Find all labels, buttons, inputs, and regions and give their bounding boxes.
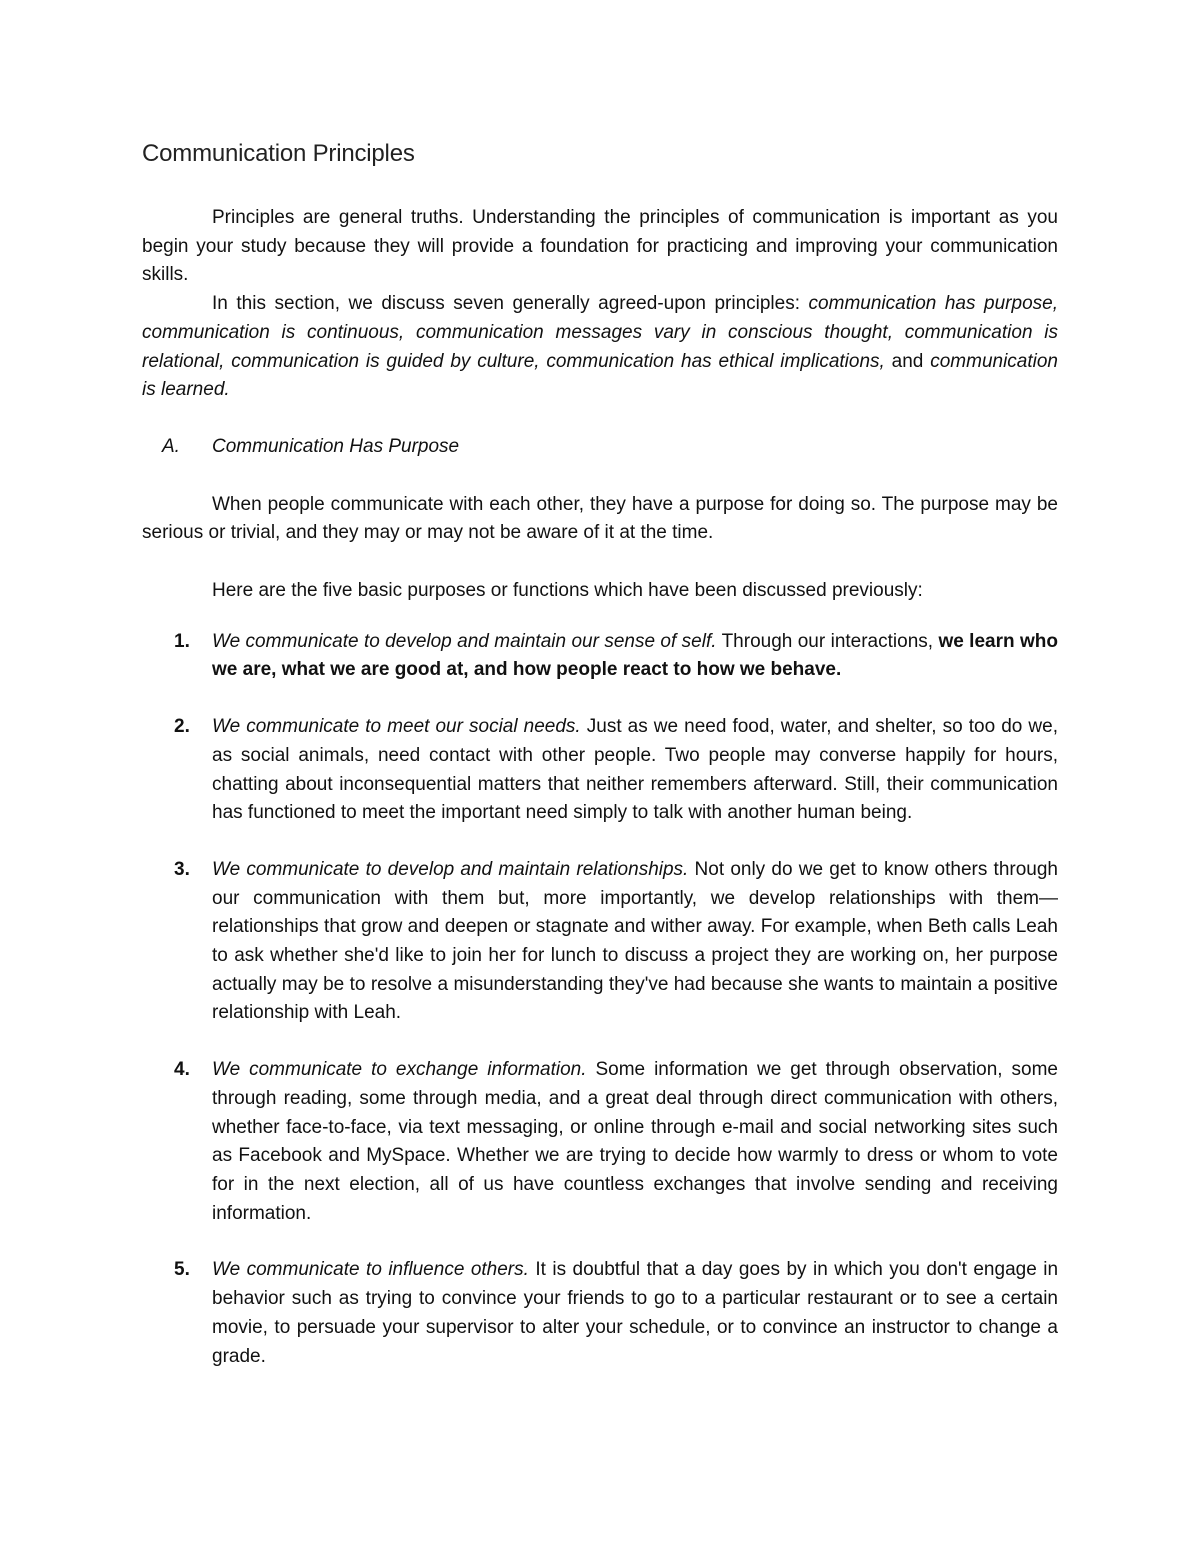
list-item xyxy=(142,628,1058,685)
list-item-number: 3. xyxy=(174,858,190,880)
intro-p2-principles: communication has purpose, communication is continuous, communication messages vary in conscious thought, communication is relational, communication is guided by culture, communication has ethical implications, xyxy=(142,293,1058,372)
intro-paragraph-1: Principles are general truths. Understanding the principles of communication is important as you begin your study because they will provide a foundation for practicing and improving your communication skills. xyxy=(142,207,1058,286)
section-a-paragraph-1: When people communicate with each other, they have a purpose for doing so. The purpose may be serious or trivial, and they may or may not be aware of it at the time. xyxy=(142,493,1058,544)
section-a-heading xyxy=(162,433,1058,462)
list-item xyxy=(142,713,1058,828)
list-item-lead: We communicate to influence others. xyxy=(212,1259,529,1281)
list-item xyxy=(142,856,1058,1028)
list-item-number: 2. xyxy=(174,716,190,738)
list-item-number: 5. xyxy=(174,1259,190,1281)
list-item xyxy=(142,1056,1058,1228)
list-item xyxy=(142,1256,1058,1371)
intro-p2-and: and xyxy=(884,350,931,372)
list-item-text: It is doubtful that a day goes by in which you don't engage in behavior such as trying to convince your friends to go to a particular restaurant or to see a certain movie, to persuade your supervisor to alter your schedule, or to convince an instructor to change a grade. xyxy=(212,1259,1059,1367)
section-a-letter: A. xyxy=(162,435,180,457)
list-item-lead: We communicate to develop and maintain our sense of self. xyxy=(212,630,717,652)
document-page xyxy=(142,140,1058,1399)
list-item-number: 1. xyxy=(174,630,190,652)
list-item-lead: We communicate to meet our social needs. xyxy=(212,716,581,738)
section-a-title: Communication Has Purpose xyxy=(212,435,460,457)
list-item-text: Just as we need food, water, and shelter, so too do we, as social animals, need contact with other people. Two people may converse happily for hours, chatting about inconsequential matters that neither remembers afterward. Still, their communication has functioned to meet the important need simply to talk with another human being. xyxy=(212,716,1058,824)
intro-paragraph-2 xyxy=(142,290,1058,405)
section-a-paragraph-2: Here are the five basic purposes or functions which have been discussed previously: xyxy=(212,580,923,602)
intro-p2-principles-end: communication is learned. xyxy=(142,350,1058,401)
list-item-bold: we learn who we are, what we are good at, and how people react to how we behave. xyxy=(212,630,1058,681)
intro-p2-lead: In this section, we discuss seven generally agreed-upon principles: xyxy=(212,293,809,315)
list-item-lead: We communicate to develop and maintain relationships. xyxy=(212,858,689,880)
list-item-text: Some information we get through observation, some through reading, some through media, and a great deal through direct communication with others, whether face-to-face, via text messaging, or online through e-mail and social networking sites such as Facebook and MySpace. Whether we are trying to decide how warmly to dress or whom to vote for in the next election, all of us have countless exchanges that involve sending and receiving information. xyxy=(212,1059,1058,1224)
list-item-text: Not only do we get to know others through our communication with them but, more importantly, we develop relationships with them—relationships that grow and deepen or stagnate and wither away. For example, when Beth calls Leah to ask whether she'd like to join her for lunch to discuss a project they are working on, her purpose actually may be to resolve a misunderstanding they've had because she wants to maintain a positive relationship with Leah. xyxy=(212,858,1058,1024)
list-item-lead: We communicate to exchange information. xyxy=(212,1059,587,1081)
purposes-list xyxy=(142,628,1058,1371)
document-title: Communication Principles xyxy=(142,140,415,167)
list-item-number: 4. xyxy=(174,1059,190,1081)
list-item-text: Through our interactions, xyxy=(716,630,939,652)
